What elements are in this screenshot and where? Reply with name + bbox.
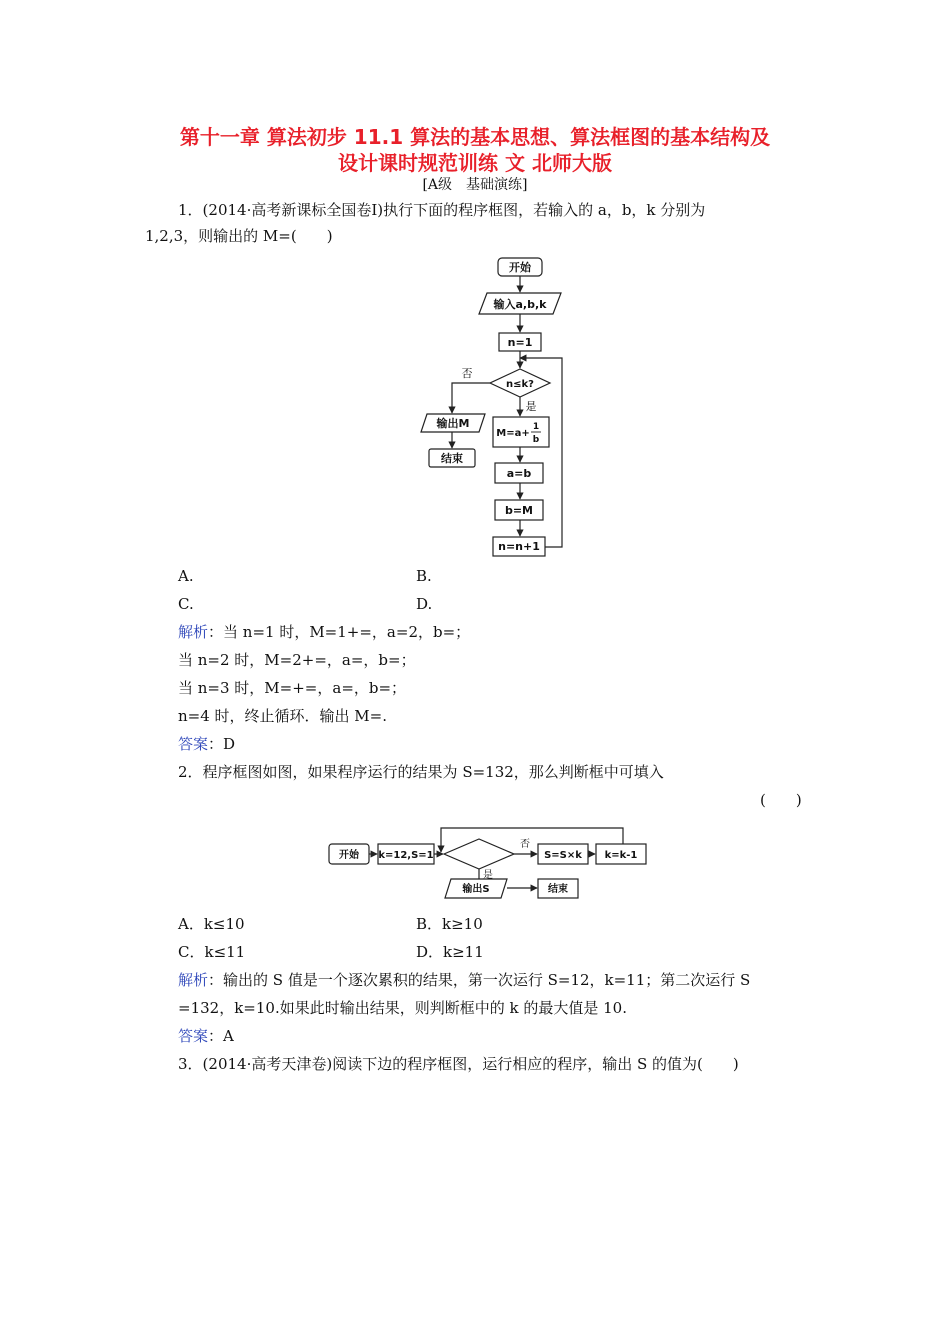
q2-stem: 2．程序框图如图，如果程序运行的结果为 S=132，那么判断框中可填入: [178, 763, 664, 781]
q2-end-label: 结束: [548, 884, 568, 895]
q1-step1-numerator: 1: [532, 422, 540, 432]
q1-answer-value: ：D: [208, 735, 236, 753]
q1-condition-label: n≤k?: [506, 379, 534, 390]
q1-analysis-text-1: ：当 n=1 时，M=1+=，a=2，b=；: [208, 623, 471, 641]
q1-step4-label: n=n+1: [498, 540, 540, 553]
q1-start-label: 开始: [509, 261, 531, 274]
q2-flowchart: [325, 822, 650, 904]
q1-init-label: n=1: [507, 336, 533, 349]
q1-analysis-line-1: [178, 622, 470, 642]
q2-analysis-label: 解析: [178, 971, 209, 989]
q1-option-c: C.: [178, 595, 194, 613]
q2-analysis-line-2: =132，k=10.如果此时输出结果，则判断框中的 k 的最大值是 10.: [178, 999, 627, 1017]
q1-output-label: 输出M: [436, 417, 470, 430]
q2-option-b: B．k≥10: [416, 915, 483, 933]
q1-stem-line-2: 1,2,3，则输出的 M=( ): [145, 227, 333, 245]
q2-answer-label: 答案: [178, 1027, 209, 1045]
q2-dec-label: k=k-1: [604, 850, 638, 861]
q1-option-b: B.: [416, 567, 432, 585]
q1-answer-line: [178, 734, 235, 754]
level-label: [A级 基础演练]: [422, 177, 528, 193]
q2-start-label: 开始: [339, 850, 359, 861]
q2-init-label: k=12,S=1: [378, 850, 434, 861]
q1-end-label: 结束: [441, 452, 463, 465]
q1-input-label: 输入a,b,k: [493, 298, 547, 311]
q2-no-label: 否: [520, 839, 530, 850]
q1-step3-label: b=M: [504, 504, 534, 517]
q1-analysis-line-4: n=4 时，终止循环．输出 M=.: [178, 707, 388, 725]
q1-stem-line-1: 1．(2014·高考新课标全国卷Ⅰ)执行下面的程序框图，若输入的 a，b，k 分别为: [178, 201, 706, 219]
q1-answer-label: 答案: [178, 735, 209, 753]
q2-answer-value: ：A: [208, 1027, 234, 1045]
q2-analysis-text-1: ：输出的 S 值是一个逐次累积的结果，第一次运行 S=12，k=11；第二次运行 S: [208, 971, 751, 989]
q2-option-a: A．k≤10: [178, 915, 245, 933]
q2-answer-line: [178, 1026, 234, 1046]
q2-mult-label: S=S×k: [544, 850, 582, 861]
q2-option-c: C．k≤11: [178, 943, 246, 961]
q3-stem: 3．(2014·高考天津卷)阅读下边的程序框图，运行相应的程序，输出 S 的值为( ): [178, 1055, 739, 1073]
q1-analysis-line-2: 当 n=2 时，M=2+=，a=，b=；: [178, 651, 416, 669]
doc-title-line-1: 第十一章 算法初步 11.1 算法的基本思想、算法框图的基本结构及: [179, 125, 771, 149]
q1-step1-label: M=a+: [496, 428, 530, 439]
q1-step2-label: a=b: [506, 467, 532, 480]
q2-answer-paren: ( ): [760, 791, 802, 809]
q1-step1-denominator: b: [532, 435, 540, 445]
q1-analysis-line-3: 当 n=3 时，M=+=，a=，b=；: [178, 679, 407, 697]
q1-yes-label: 是: [525, 400, 537, 413]
q1-option-d: D.: [416, 595, 433, 613]
doc-title-line-2: 设计课时规范训练 文 北师大版: [338, 151, 612, 175]
q2-option-d: D．k≥11: [416, 943, 484, 961]
q1-flowchart: [405, 250, 585, 560]
q1-option-a: A.: [178, 567, 194, 585]
q2-output-label: 输出S: [462, 884, 490, 895]
q2-condition-node: [444, 839, 514, 869]
q1-no-label: 否: [461, 367, 473, 380]
q1-analysis-label: 解析: [178, 623, 209, 641]
q2-analysis-line-1: [178, 970, 750, 990]
q2-yes-label: 是: [483, 870, 493, 881]
